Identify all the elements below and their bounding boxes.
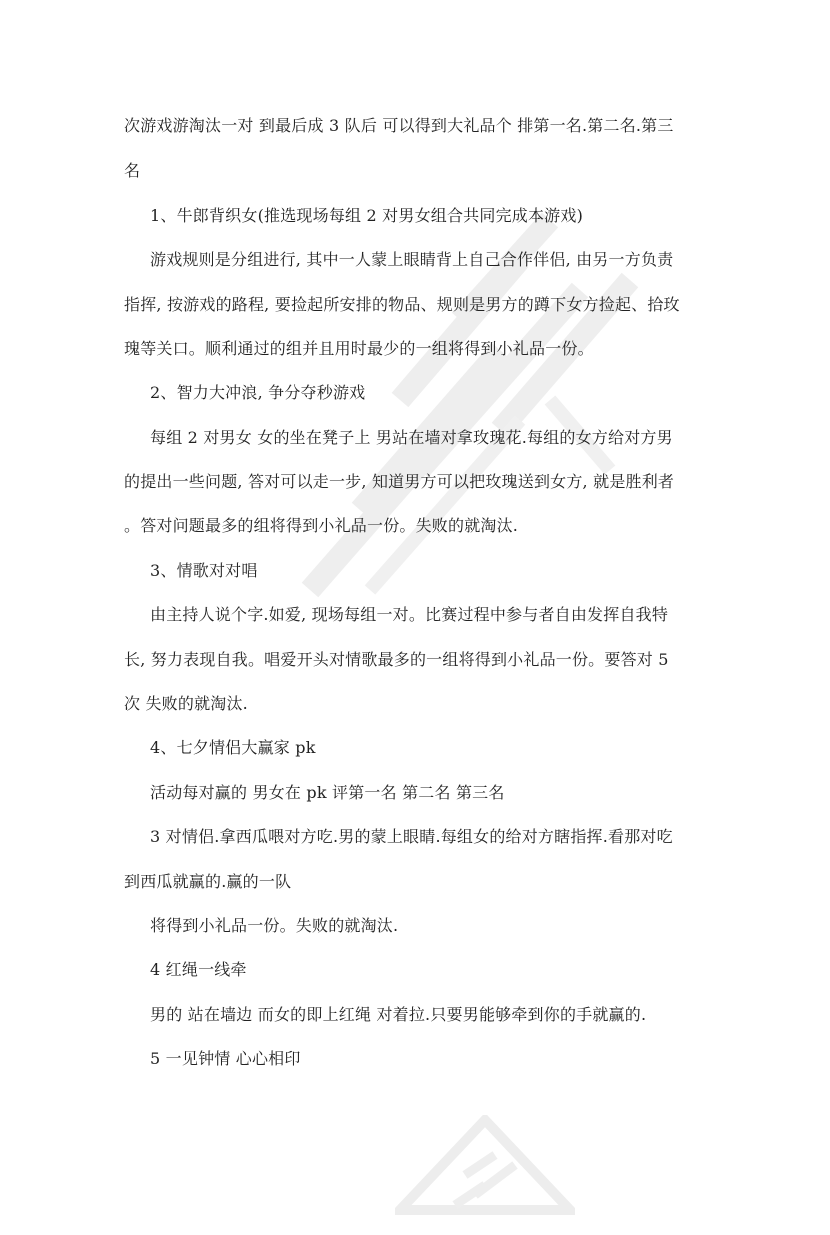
text-line: 4 红绳一线牵 [150, 960, 247, 979]
text-line: 将得到小礼品一份。失败的就淘汰. [150, 916, 399, 935]
text-line: 长, 努力表现自我。唱爱开头对情歌最多的一组将得到小礼品一份。要答对 5 [124, 650, 669, 669]
text-line: 4、七夕情侣大赢家 pk [150, 738, 316, 757]
text-line: 2、智力大冲浪, 争分夺秒游戏 [150, 383, 366, 402]
text-line: 游戏规则是分组进行, 其中一人蒙上眼睛背上自己合作伴侣, 由另一方负责 [150, 250, 674, 269]
text-line: 3、情歌对对唱 [150, 561, 258, 580]
text-line: 每组 2 对男女 女的坐在凳子上 男站在墙对拿玫瑰花.每组的女方给对方男 [150, 428, 673, 447]
text-line: 5 一见钟情 心心相印 [150, 1049, 301, 1068]
text-line: 1、牛郎背织女(推选现场每组 2 对男女组合共同完成本游戏) [150, 206, 584, 225]
text-line: 活动每对赢的 男女在 pk 评第一名 第二名 第三名 [150, 783, 505, 802]
text-line: 次游戏游淘汰一对 到最后成 3 队后 可以得到大礼品个 排第一名.第二名.第三 [124, 116, 674, 135]
text-line: 3 对情侣.拿西瓜喂对方吃.男的蒙上眼睛.每组女的给对方瞎指挥.看那对吃 [150, 827, 673, 846]
text-line: 到西瓜就赢的.赢的一队 [124, 872, 292, 891]
text-line: 指挥, 按游戏的路程, 要捡起所安排的物品、规则是男方的蹲下女方捡起、拾玫 [124, 295, 680, 314]
watermark-diamond-icon [395, 1115, 575, 1235]
text-line: 的提出一些问题, 答对可以走一步, 知道男方可以把玫瑰送到女方, 就是胜利者 [124, 472, 675, 491]
text-line: 。答对问题最多的组将得到小礼品一份。失败的就淘汰. [124, 516, 519, 535]
text-line: 次 失败的就淘汰. [124, 694, 248, 713]
text-line: 名 [124, 161, 141, 180]
text-line: 男的 站在墙边 而女的即上红绳 对着拉.只要男能够牵到你的手就赢的. [150, 1005, 647, 1024]
text-line: 瑰等关口。顺利通过的组并且用时最少的一组将得到小礼品一份。 [124, 339, 594, 358]
text-line: 由主持人说个字.如爱, 现场每组一对。比赛过程中参与者自由发挥自我特 [150, 605, 669, 624]
